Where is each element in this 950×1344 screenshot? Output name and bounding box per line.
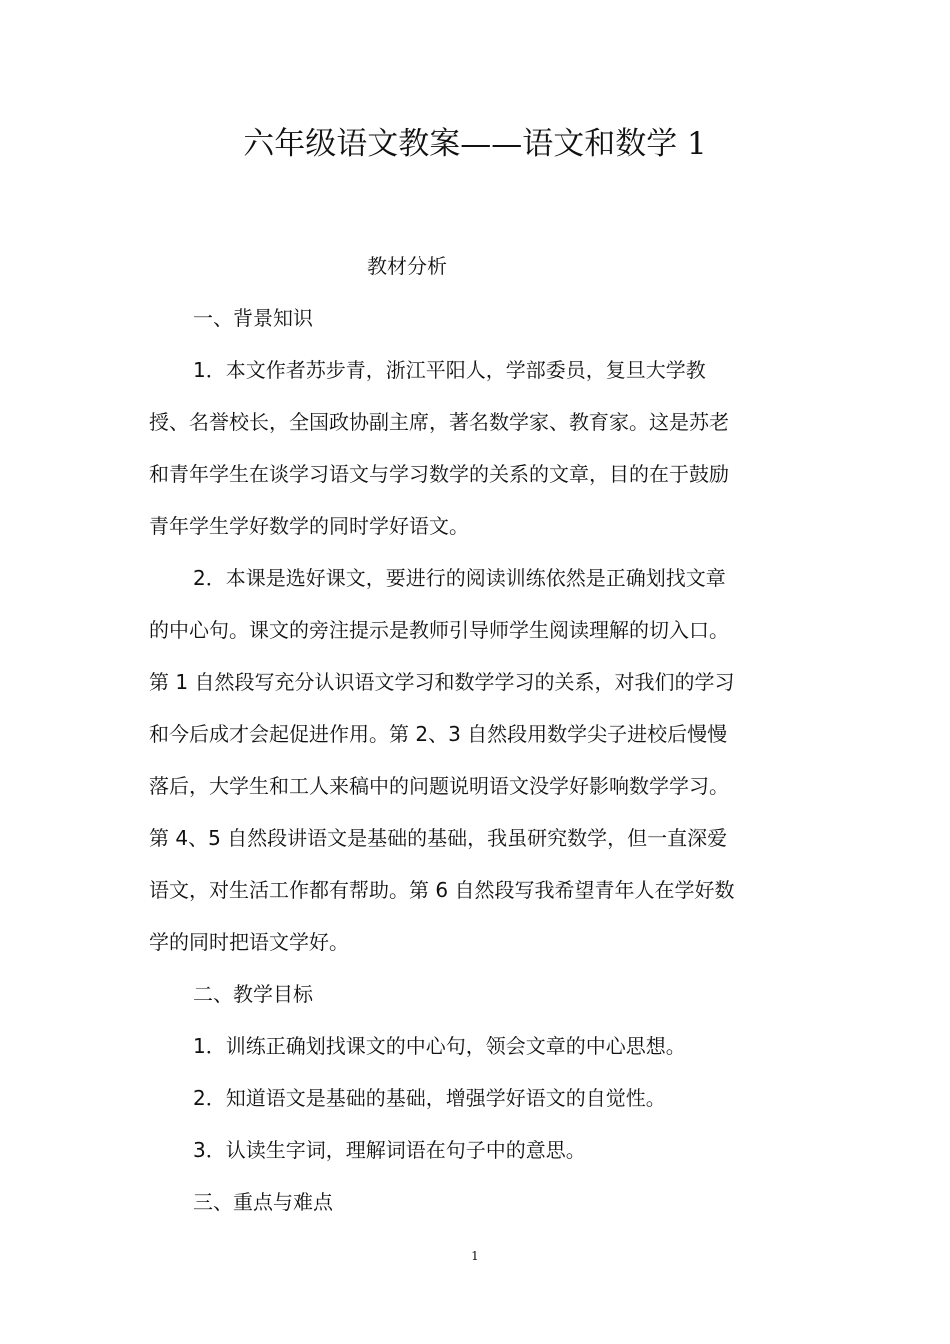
paragraph-line: 青年学生学好数学的同时学好语文。 bbox=[149, 514, 469, 538]
section-heading: 教材分析 bbox=[367, 254, 447, 278]
paragraph-line: 1．本文作者苏步青，浙江平阳人，学部委员，复旦大学教 bbox=[193, 358, 706, 382]
part3-heading: 三、重点与难点 bbox=[193, 1190, 333, 1214]
part1-paragraph-1 bbox=[149, 344, 801, 552]
page-number: 1 bbox=[471, 1249, 479, 1263]
part2-list bbox=[149, 1020, 801, 1176]
list-item: 1．训练正确划找课文的中心句，领会文章的中心思想。 bbox=[193, 1034, 686, 1058]
paragraph-line: 2．本课是选好课文，要进行的阅读训练依然是正确划找文章 bbox=[193, 566, 726, 590]
paragraph-line: 语文，对生活工作都有帮助。第 6 自然段写我希望青年人在学好数 bbox=[149, 878, 735, 902]
part1-paragraph-2 bbox=[149, 552, 801, 968]
paragraph-line: 和青年学生在谈学习语文与学习数学的关系的文章，目的在于鼓励 bbox=[149, 462, 729, 486]
paragraph-line: 第 4、5 自然段讲语文是基础的基础，我虽研究数学，但一直深爱 bbox=[149, 826, 728, 850]
part2-heading: 二、教学目标 bbox=[193, 982, 313, 1006]
list-item: 3．认读生字词，理解词语在句子中的意思。 bbox=[193, 1138, 586, 1162]
part1-heading: 一、背景知识 bbox=[193, 306, 313, 330]
document-title: 六年级语文教案——语文和数学 1 bbox=[243, 126, 707, 162]
paragraph-line: 落后，大学生和工人来稿中的问题说明语文没学好影响数学学习。 bbox=[149, 774, 729, 798]
paragraph-line: 第 1 自然段写充分认识语文学习和数学学习的关系，对我们的学习 bbox=[149, 670, 735, 694]
list-item: 2．知道语文是基础的基础，增强学好语文的自觉性。 bbox=[193, 1086, 666, 1110]
paragraph-line: 的中心句。课文的旁注提示是教师引导师学生阅读理解的切入口。 bbox=[149, 618, 729, 642]
document-body bbox=[149, 240, 801, 1228]
paragraph-line: 授、名誉校长，全国政协副主席，著名数学家、教育家。这是苏老 bbox=[149, 410, 729, 434]
paragraph-line: 和今后成才会起促进作用。第 2、3 自然段用数学尖子进校后慢慢 bbox=[149, 722, 728, 746]
paragraph-line: 学的同时把语文学好。 bbox=[149, 930, 349, 954]
